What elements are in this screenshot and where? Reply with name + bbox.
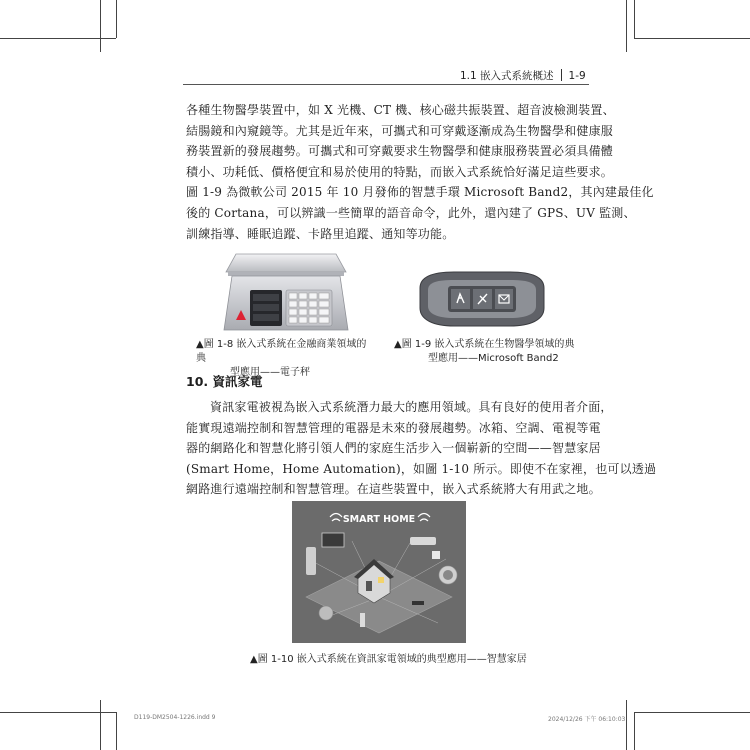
text-line: 積小、功耗低、價格便宜和易於使用的特點，而嵌入式系統恰好滿足這些要求。 xyxy=(186,164,614,179)
print-timestamp: 2024/12/26 下午 06:10:03 xyxy=(548,716,626,723)
electronic-scale-image xyxy=(222,248,350,334)
text-line: 網路進行遠端控制和智慧管理。在這些裝置中，嵌入式系統將大有用武之地。 xyxy=(186,482,601,497)
crop-mark xyxy=(0,712,116,713)
crop-mark xyxy=(634,712,750,713)
section-heading: 10. 資訊家電 xyxy=(186,374,263,389)
text-line: 能實現遠端控制和智慧管理的電器是未來的發展趨勢。冰箱、空調、電視等電 xyxy=(186,420,601,435)
crop-mark xyxy=(626,0,627,52)
text-line: (Smart Home，Home Automation)，如圖 1-10 所示。即使不在家裡，也可以透過 xyxy=(186,461,657,476)
crop-mark xyxy=(116,712,117,750)
paragraph-biomedical xyxy=(186,100,654,244)
running-head xyxy=(460,68,586,83)
caption-line: 型應用——電子秤 xyxy=(230,367,310,378)
caption-line: ▲圖 1-9 嵌入式系統在生物醫學領域的典 xyxy=(394,339,575,350)
crop-mark xyxy=(100,700,101,750)
text-line: 結腸鏡和內窺鏡等。尤其是近年來，可攜式和可穿戴逐漸成為生物醫學和健康服 xyxy=(186,123,614,138)
running-head-page-number: 1-9 xyxy=(568,70,586,82)
caption-line: 型應用——Microsoft Band2 xyxy=(428,353,559,364)
crop-mark xyxy=(634,38,750,39)
text-line: 資訊家電被視為嵌入式系統潛力最大的應用領域。具有良好的使用者介面， xyxy=(210,400,613,414)
microsoft-band2-image xyxy=(414,270,550,328)
header-rule xyxy=(183,84,589,85)
crop-mark xyxy=(626,700,627,750)
text-line: 後的 Cortana，可以辨識一些簡單的語音命令，此外，還內建了 GPS、UV 監測、 xyxy=(186,205,636,220)
crop-mark xyxy=(0,38,116,39)
figure-1-9-caption xyxy=(394,338,584,366)
crop-mark xyxy=(634,712,635,750)
caption-line: ▲圖 1-8 嵌入式系統在金融商業領域的典 xyxy=(196,339,367,364)
figure-1-10-caption: ▲圖 1-10 嵌入式系統在資訊家電領域的典型應用——智慧家居 xyxy=(250,654,527,665)
file-slug: D119-DM2504-1226.indd 9 xyxy=(134,714,216,721)
paragraph-information-appliances xyxy=(186,397,657,500)
smart-home-illustration xyxy=(292,501,466,643)
text-line: 器的網路化和智慧化將引領人們的家庭生活步入一個嶄新的空間——智慧家居 xyxy=(186,441,601,456)
text-line: 圖 1-9 為微軟公司 2015 年 10 月發佈的智慧手環 Microsoft Band2，其內建最佳化 xyxy=(186,185,654,200)
crop-mark xyxy=(100,0,101,52)
running-head-section: 1.1 嵌入式系統概述 xyxy=(460,70,554,82)
running-head-divider xyxy=(561,69,562,81)
crop-mark xyxy=(634,0,635,38)
text-line: 各種生物醫學裝置中，如 X 光機、CT 機、核心磁共振裝置、超音波檢測裝置、 xyxy=(186,103,615,117)
smart-home-banner: SMART HOME xyxy=(342,514,416,525)
text-line: 務裝置新的發展趨勢。可攜式和可穿戴要求生物醫學和健康服務裝置必須具備體 xyxy=(186,144,614,159)
text-line: 訓練指導、睡眠追蹤、卡路里追蹤、通知等功能。 xyxy=(186,226,455,241)
crop-mark xyxy=(116,0,117,38)
